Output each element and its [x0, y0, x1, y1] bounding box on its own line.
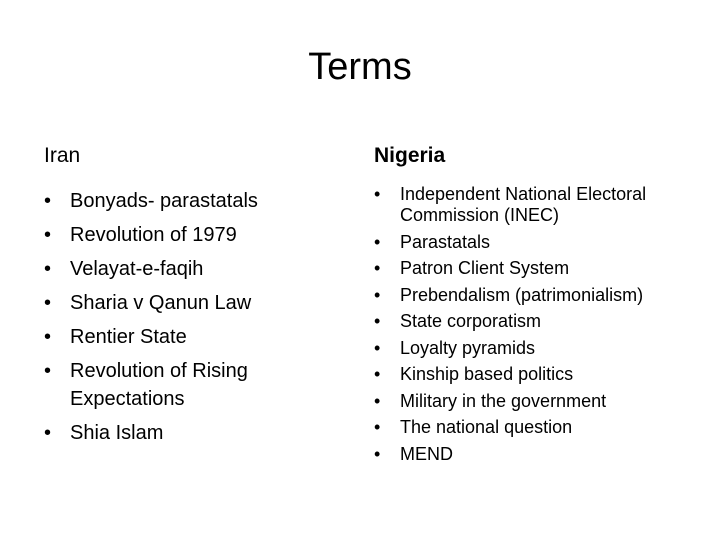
list-item: • Rentier State [44, 323, 334, 351]
list-item: • Velayat-e-faqih [44, 255, 334, 283]
list-item: • Shia Islam [44, 419, 334, 447]
list-item: • Independent National Electoral Commission (INEC) [374, 184, 647, 225]
list-item: • Revolution of 1979 [44, 221, 334, 249]
iran-heading: Iran [44, 144, 81, 167]
iran-terms-list [44, 187, 334, 447]
bullet-icon: • [44, 292, 52, 314]
bullet-icon: • [44, 360, 52, 382]
bullet-icon: • [374, 337, 381, 358]
bullet-icon: • [44, 258, 52, 280]
list-item: • Military in the government [374, 390, 607, 411]
list-item: • Prebendalism (patrimonialism) [374, 284, 644, 305]
list-item: • State corporatism [374, 311, 542, 331]
list-item: • Parastatals [374, 231, 491, 252]
bullet-icon: • [374, 417, 381, 437]
list-item: • The national question [374, 417, 573, 437]
bullet-icon: • [374, 284, 381, 305]
list-item: • Patron Client System [374, 258, 570, 278]
nigeria-heading: Nigeria [374, 144, 446, 167]
bullet-icon: • [374, 231, 381, 252]
bullet-icon: • [374, 184, 381, 204]
nigeria-column [374, 143, 694, 470]
bullet-icon: • [374, 443, 381, 464]
bullet-icon: • [44, 326, 52, 348]
slide-title: Terms [308, 46, 412, 88]
iran-column [44, 143, 334, 453]
bullet-icon: • [374, 390, 381, 411]
list-item: • Revolution of Rising Expectations [44, 357, 334, 413]
bullet-icon: • [44, 422, 52, 444]
bullet-icon: • [374, 364, 381, 384]
list-item: • Bonyads- parastatals [44, 187, 334, 215]
nigeria-terms-list [374, 184, 694, 465]
bullet-icon: • [44, 190, 52, 212]
bullet-icon: • [374, 311, 381, 331]
list-item: • Kinship based politics [374, 364, 574, 384]
bullet-icon: • [44, 224, 52, 246]
list-item: • MEND [374, 443, 453, 464]
list-item: • Sharia v Qanun Law [44, 289, 334, 317]
list-item: • Loyalty pyramids [374, 337, 536, 358]
bullet-icon: • [374, 258, 381, 278]
